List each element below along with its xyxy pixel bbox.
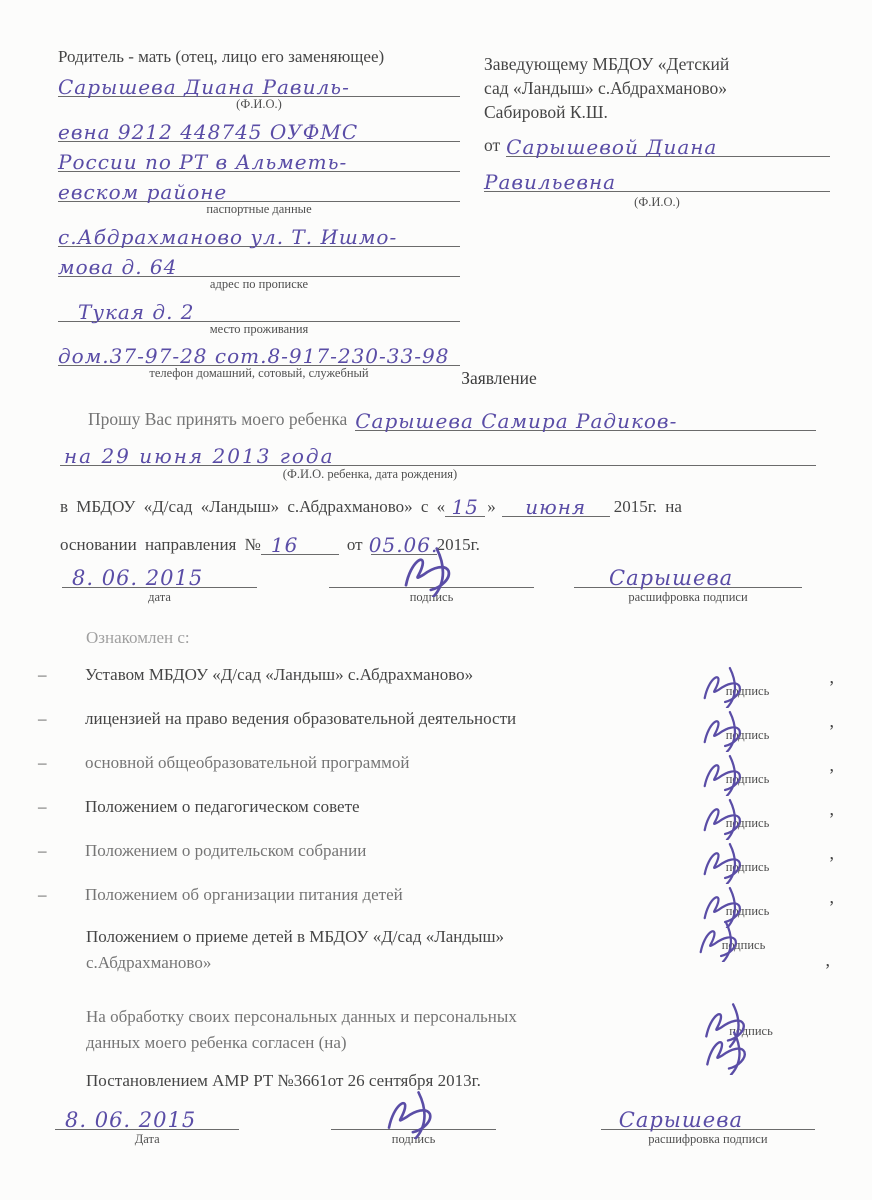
parent-info-block [58,46,460,383]
comma: , [825,950,830,970]
acquainted-item-text: Положением об организации питания детей [85,885,403,904]
comma: , [829,799,834,819]
dash-bullet: – [38,709,47,728]
resolution-text: Постановлением АМР РТ №3661от 26 сентября 2013г. [86,1071,481,1090]
signature-block [669,814,827,832]
signature-scribble [695,665,757,708]
parent-name-line [58,70,460,100]
signature-scribble [377,1089,451,1139]
request-row-2 [60,492,816,517]
name-column [574,556,802,605]
name-caption: расшифровка подписи [628,590,748,604]
registration-caption: адрес по прописке [209,276,309,291]
referral-from-label: от [346,534,363,554]
name-line [574,556,802,588]
passport-caption: паспортные данные [206,202,312,216]
dash-bullet: – [38,885,47,904]
addressee-line: Сабировой К.Ш. [484,102,608,123]
signature-column [331,1098,495,1147]
admission-day-handwritten: 15 [451,494,479,519]
request-row-1 [60,404,816,431]
admission-rules-text [86,924,556,975]
registration-line [58,250,460,277]
signature-line [331,1098,495,1130]
signature-caption: подпись [725,816,770,830]
signature-block [669,858,827,876]
phone-caption: телефон домашний, сотовый, служебный [149,366,369,381]
dash-bullet: – [38,665,47,684]
passport-handwritten: России по РТ в Альметь- [58,150,348,174]
name-line [601,1098,815,1130]
passport-line [58,145,460,172]
phone-line [58,339,460,369]
phone-handwritten: дом.37-97-28 сот.8-917-230-33-98 [58,344,450,369]
signature-block [669,726,827,744]
child-birthdate-line [60,439,816,466]
from-name-line [506,130,830,160]
date-handwritten: 8. 06. 2015 [65,1108,197,1132]
child-name-handwritten: Сарышева Самира Радиков- [355,409,678,433]
residence-caption: место проживания [209,321,309,336]
signature-block [665,936,823,954]
admission-rules-line2: с.Абдрахманово» [86,952,212,972]
comma: , [829,843,834,863]
signature-block [669,770,827,788]
signature-caption: подпись [725,684,770,698]
dash-bullet: – [38,797,47,816]
child-birthdate-handwritten: на 29 июня 2013 года [64,444,335,468]
referral-text: основании направления № [60,534,261,554]
date-line [55,1098,239,1130]
signature-row-top [62,556,802,605]
acquainted-item [38,660,834,700]
acquainted-item [38,792,834,832]
parent-fio-caption: (Ф.И.О.) [236,97,282,112]
date-handwritten: 8. 06. 2015 [72,566,204,590]
registration-handwritten: мова д. 64 [58,254,178,279]
comma: , [829,711,834,731]
acquainted-heading: Ознакомлен с: [86,628,190,647]
acquainted-list [38,660,834,924]
signature-scribble [691,919,753,962]
signature-scribble [695,841,757,884]
comma: , [829,667,834,687]
resolution-item [86,1070,830,1091]
dash-bullet: – [38,753,47,772]
child-fio-caption: (Ф.И.О. ребенка, дата рождения) [282,467,458,481]
date-line [62,556,257,588]
document-title: Заявление [461,368,537,388]
acquainted-item-text: Положением о родительском собрании [85,841,367,860]
signature-column [329,556,534,605]
addressee-line: Заведующему МБДОУ «Детский [484,54,730,74]
signature-caption: подпись [725,772,770,786]
admission-day-blank [445,492,485,517]
residence-handwritten: Тукая д. 2 [78,299,195,324]
passport-handwritten: евна 9212 448745 ОУФМС [58,120,359,144]
passport-line [58,115,460,142]
date-column [62,556,257,605]
from-label: от [484,135,501,156]
personal-data-line2: данных моего ребенка согласен (на) [86,1032,347,1052]
quote-close: » [487,496,496,516]
acquainted-item [38,748,834,788]
signature-caption: подпись [725,904,770,918]
admission-month-handwritten: июня [525,494,587,519]
residence-line [58,295,460,322]
dash-bullet: – [38,841,47,860]
admission-rules-line1: Положением о приеме детей в МБДОУ «Д/сад «Ландыш» [86,927,505,946]
passport-handwritten: евском районе [58,180,228,204]
from-name-line [484,165,830,195]
acquainted-item [38,836,834,876]
date-caption: Дата [134,1132,160,1146]
name-column [601,1098,815,1147]
comma: , [829,887,834,907]
referral-year: 2015г. [436,534,480,554]
personal-data-line1: На обработку своих персональных данных и персональных [86,1007,517,1026]
child-name-line [355,404,816,431]
addressee-block [484,52,830,210]
acquainted-item-text: Уставом МБДОУ «Д/сад «Ландыш» с.Абдрахманово» [85,665,474,684]
date-caption: дата [148,590,171,604]
admission-rules-item [86,924,830,975]
name-handwritten: Сарышева [609,566,734,590]
name-caption: расшифровка подписи [648,1132,768,1146]
addressee-line: сад «Ландыш» с.Абдрахманово» [484,78,728,99]
admission-year: 2015г. на [613,496,682,516]
date-column [55,1098,239,1147]
signature-scribble [695,709,757,752]
signature-line [329,556,534,588]
parent-role-label: Родитель - мать (отец, лицо его заменяющее) [58,47,385,66]
referral-number-blank [261,530,339,555]
signature-caption: подпись [391,1132,436,1146]
signature-row-bottom [55,1098,815,1147]
signature-block [669,902,827,920]
personal-data-text [86,1004,586,1055]
signature-caption: подпись [409,590,454,604]
from-name-handwritten: Равильевна [484,170,617,195]
signature-caption: подпись [729,1024,773,1038]
admission-month-blank [502,492,610,517]
signature-scribble [697,1029,763,1075]
request-paragraph [60,404,816,555]
signature-scribble [695,797,757,840]
from-name-handwritten: Сарышевой Диана [506,135,718,160]
signature-caption: подпись [721,938,766,952]
passport-line [58,175,460,202]
acquainted-item [38,880,834,920]
name-handwritten: Сарышева [618,1108,743,1132]
signature-caption: подпись [725,728,770,742]
acquainted-item-text: лицензией на право ведения образовательной деятельности [85,709,517,728]
signature-block [669,682,827,700]
acquainted-item [38,704,834,744]
parent-name-handwritten: Сарышева Диана Равиль- [58,75,350,100]
acquainted-item-text: основной общеобразовательной программой [85,753,410,772]
from-fio-caption: (Ф.И.О.) [634,195,680,210]
referral-number-handwritten: 16 [270,532,299,557]
comma: , [829,755,834,775]
from-row [484,130,830,160]
acquainted-item-text: Положением о педагогическом совете [85,797,360,816]
referral-date-handwritten: 05.06. [368,532,439,557]
signature-scribble [695,753,757,796]
signature-scribble [393,545,471,597]
registration-line [58,220,460,247]
registration-handwritten: с.Абдрахманово ул. Т. Ишмо- [58,224,398,249]
signature-caption: подпись [725,860,770,874]
admission-text: в МБДОУ «Д/сад «Ландыш» с.Абдрахманово» с « [60,496,446,516]
request-intro: Прошу Вас принять моего ребенка [88,409,348,430]
